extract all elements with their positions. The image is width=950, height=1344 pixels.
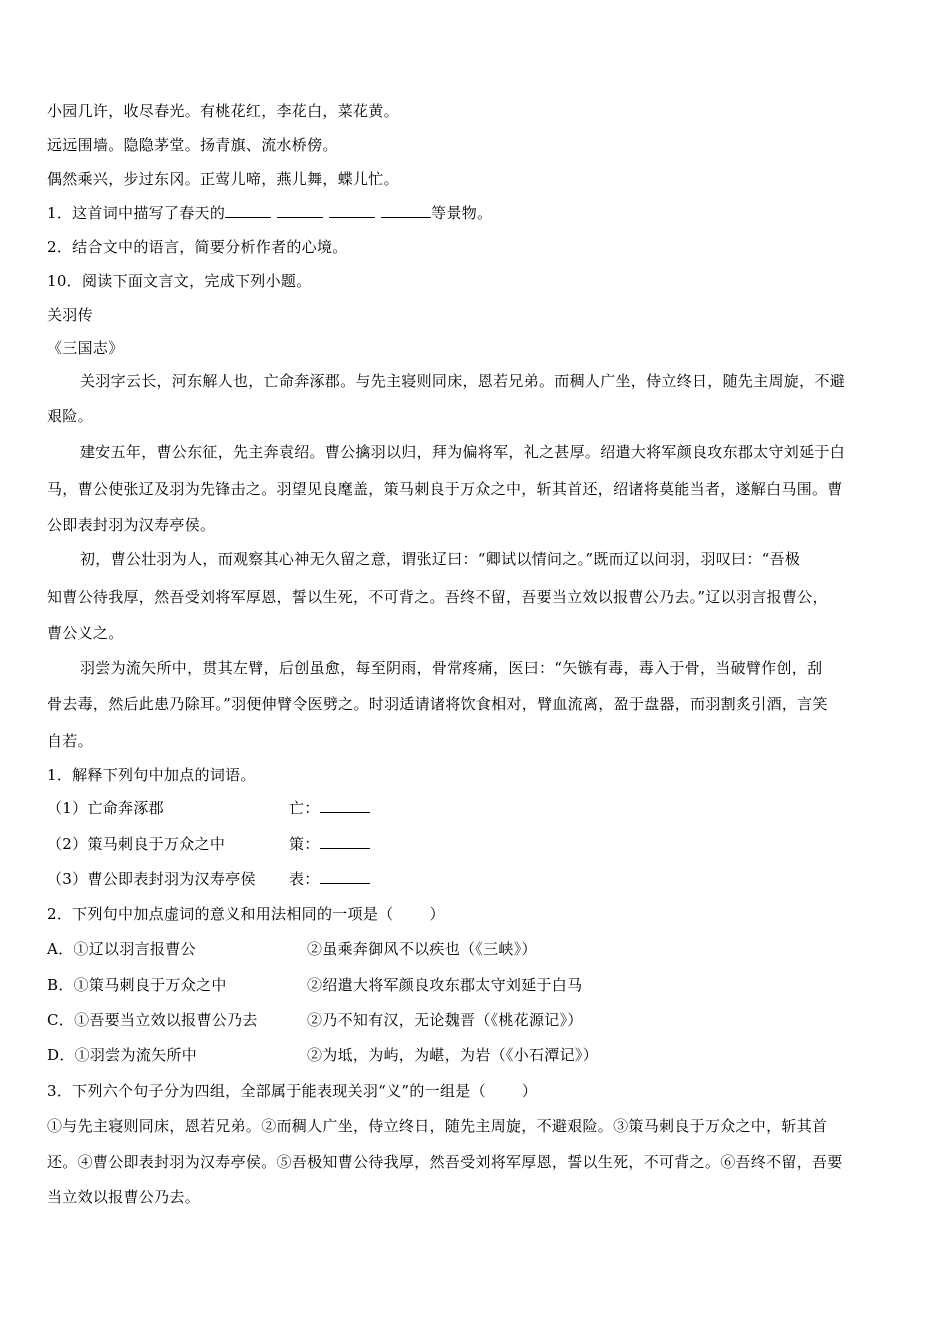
sub-question-1-stem: 1．解释下列句中加点的词语。 xyxy=(47,766,256,784)
option-a-part[interactable]: A．①辽以羽言报曹公 xyxy=(47,940,196,958)
option-row xyxy=(47,975,583,995)
item-sentence: （2）策马刺良于万众之中 xyxy=(47,835,226,853)
answer-blank[interactable] xyxy=(381,203,431,218)
passage-source: 《三国志》 xyxy=(47,339,124,357)
answer-blank[interactable] xyxy=(320,869,370,884)
sub-question-1-item xyxy=(47,869,320,889)
passage-line: 初，曹公壮羽为人，而观察其心神无久留之意，谓张辽曰：“卿试以情问之。”既而辽以问羽，羽叹曰：“吾极 xyxy=(80,550,801,568)
option-a-part[interactable]: B．①策马刺良于万众之中 xyxy=(47,976,227,994)
poem-line: 远远围墙。隐隐茅堂。扬青旗、流水桥傍。 xyxy=(47,136,338,154)
passage-line: 公即表封羽为汉寿亭侯。 xyxy=(47,516,216,534)
poem-line: 偶然乘兴，步过东冈。正莺儿啼，燕儿舞，蝶儿忙。 xyxy=(47,170,399,188)
question-text: 1．这首词中描写了春天的 xyxy=(47,204,226,222)
option-row xyxy=(47,1010,583,1030)
passage-line: 关羽字云长，河东解人也，亡命奔涿郡。与先主寝则同床，恩若兄弟。而稠人广坐，侍立终日，随先主周旋，不避 xyxy=(80,372,846,390)
option-b-part: ②乃不知有汉，无论魏晋（《桃花源记》） xyxy=(307,1011,583,1029)
option-row xyxy=(47,939,537,959)
passage-line: 知曹公待我厚，然吾受刘将军厚恩，誓以生死，不可背之。吾终不留，吾要当立效以报曹公乃去。”辽以羽言报曹公， xyxy=(47,588,828,606)
poem-question-1 xyxy=(47,203,492,223)
option-b-part: ②为坻，为屿，为嵁，为岩（《小石潭记》） xyxy=(307,1046,599,1064)
option-a-part[interactable]: C．①吾要当立效以报曹公乃去 xyxy=(47,1011,258,1029)
item-word: 亡： xyxy=(289,798,370,818)
poem-question-2: 2．结合文中的语言，简要分析作者的心境。 xyxy=(47,238,348,256)
passage-line: 曹公义之。 xyxy=(47,624,124,642)
sub-question-3-line: ①与先主寝则同床，恩若兄弟。②而稠人广坐，侍立终日，随先主周旋，不避艰险。③策马刺良于万众之中，斩其首 xyxy=(47,1117,828,1135)
passage-line: 艰险。 xyxy=(47,407,93,425)
item-sentence: （3）曹公即表封羽为汉寿亭侯 xyxy=(47,870,256,888)
passage-line: 羽尝为流矢所中，贯其左臂，后创虽愈，每至阴雨，骨常疼痛，医曰：“矢镞有毒，毒入于骨，当破臂作创，刮 xyxy=(80,659,823,677)
sub-question-1-item xyxy=(47,834,320,854)
option-b-part: ②虽乘奔御风不以疾也（《三峡》） xyxy=(307,940,537,958)
answer-blank[interactable] xyxy=(320,798,370,813)
option-row xyxy=(47,1045,599,1065)
passage-line: 骨去毒，然后此患乃除耳。”羽便伸臂令医劈之。时羽适请诸将饮食相对，臂血流离，盈于盘器，而羽割炙引酒，言笑 xyxy=(47,695,828,713)
item-word: 表： xyxy=(289,869,370,889)
answer-blank[interactable] xyxy=(277,203,323,218)
passage-line: 马，曹公使张辽及羽为先锋击之。羽望见良麾盖，策马刺良于万众之中，斩其首还，绍诸将莫能当者，遂解白马围。曹 xyxy=(47,480,843,498)
question-10-intro: 10．阅读下面文言文，完成下列小题。 xyxy=(47,272,312,290)
poem-line: 小园几许，收尽春光。有桃花红，李花白，菜花黄。 xyxy=(47,102,399,120)
option-a-part[interactable]: D．①羽尝为流矢所中 xyxy=(47,1046,198,1064)
passage-title: 关羽传 xyxy=(47,306,93,324)
passage-line: 自若。 xyxy=(47,732,93,750)
sub-question-1-item xyxy=(47,798,320,818)
item-sentence: （1）亡命奔涿郡 xyxy=(47,799,164,817)
passage-line: 建安五年，曹公东征，先主奔袁绍。曹公擒羽以归，拜为偏将军，礼之甚厚。绍遣大将军颜良攻东郡太守刘延于白 xyxy=(80,443,846,461)
answer-blank[interactable] xyxy=(225,203,271,218)
sub-question-3-stem: 3．下列六个句子分为四组，全部属于能表现关羽“义”的一组是（ ） xyxy=(47,1082,538,1100)
sub-question-3-line: 当立效以报曹公乃去。 xyxy=(47,1188,201,1206)
answer-blank[interactable] xyxy=(320,834,370,849)
answer-blank[interactable] xyxy=(329,203,375,218)
option-b-part: ②绍遣大将军颜良攻东郡太守刘延于白马 xyxy=(307,976,583,994)
question-text: 等景物。 xyxy=(431,204,493,222)
sub-question-2-stem: 2．下列句中加点虚词的意义和用法相同的一项是（ ） xyxy=(47,905,445,923)
sub-question-3-line: 还。④曹公即表封羽为汉寿亭侯。⑤吾极知曹公待我厚，然吾受刘将军厚恩，誓以生死，不可背之。⑥吾终不留，吾要 xyxy=(47,1153,843,1171)
item-word: 策： xyxy=(289,834,370,854)
